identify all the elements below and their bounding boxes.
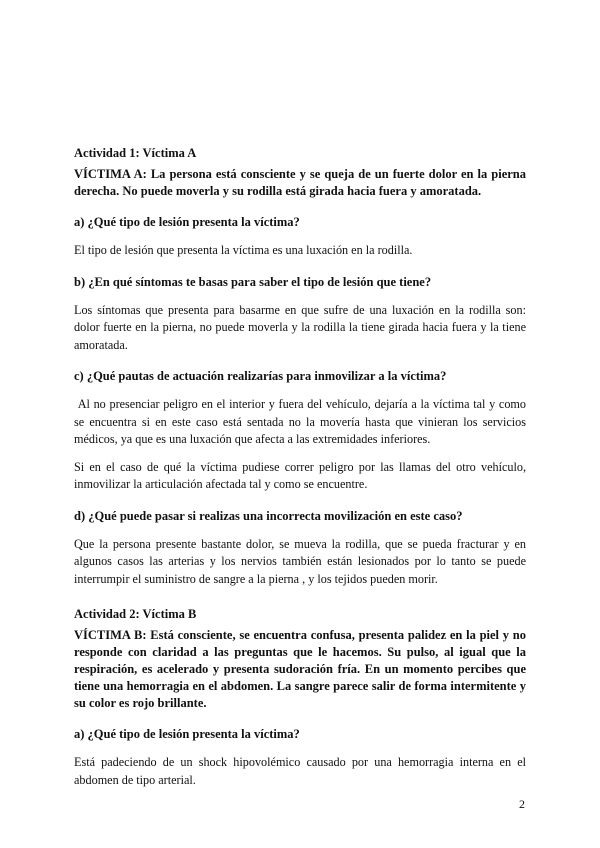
activity-1-answer-c-2: Si en el caso de qué la víctima pudiese correr peligro por las llamas del otro vehículo, inmovilizar la articulación afectada tal y como se encuentre.	[74, 459, 526, 491]
activity-2-answer-a: Está padeciendo de un shock hipovolémico causado por una hemorragia interna en el abdomen de tipo arterial.	[74, 755, 526, 787]
activity-1-title: Actividad 1: Víctima A	[74, 146, 197, 160]
activity-1-answer-b: Los síntomas que presenta para basarme en que sufre de una luxación en la rodilla son: dolor fuerte en la pierna, no puede moverla y la rodilla la tiene girada hacia fuera y la tiene amoratada.	[74, 302, 526, 352]
activity-1-question-a: a) ¿Qué tipo de lesión presenta la víctima?	[74, 215, 300, 229]
activity-1-answer-c-1: Al no presenciar peligro en el interior y fuera del vehículo, dejaría a la víctima tal y como se encuentra si en este caso está sentada no la movería hasta que vinieran los servicios médicos, ya que es una luxación que afecta a las extremidades inferiores.	[74, 397, 530, 446]
activity-1-answer-d: Que la persona presente bastante dolor, se mueva la rodilla, que se pueda fracturar y en algunos casos las arterias y los nervios también están lesionados por lo tanto se puede interrumpir el suministro de sangre a la pierna , y los tejidos pueden morir.	[74, 536, 526, 586]
activity-1-question-c: c) ¿Qué pautas de actuación realizarías para inmovilizar a la víctima?	[74, 369, 447, 383]
activity-1-intro: VÍCTIMA A: La persona está consciente y se queja de un fuerte dolor en la pierna derecha. No puede moverla y su rodilla está girada hacia fuera y amoratada.	[74, 167, 526, 198]
activity-1-answer-a: El tipo de lesión que presenta la víctima es una luxación en la rodilla.	[74, 243, 413, 257]
activity-2-title: Actividad 2: Víctima B	[74, 607, 197, 621]
activity-2-question-a: a) ¿Qué tipo de lesión presenta la víctima?	[74, 727, 300, 741]
activity-1-question-d: d) ¿Qué puede pasar si realizas una incorrecta movilización en este caso?	[74, 508, 463, 523]
page-number: 2	[519, 797, 525, 811]
activity-2-intro: VÍCTIMA B: Está consciente, se encuentra confusa, presenta palidez en la piel y no responde con claridad a las preguntas que le hacemos. Su pulso, al igual que la respiración, es acelerado y presenta sudoración fría. En un momento percibes que tiene una hemorragia en el abdomen. La sangre parece salir de forma intermitente y su color es rojo brillante.	[74, 628, 526, 710]
page-content	[74, 145, 530, 789]
activity-1-question-b: b) ¿En qué síntomas te basas para saber el tipo de lesión que tiene?	[74, 274, 432, 289]
